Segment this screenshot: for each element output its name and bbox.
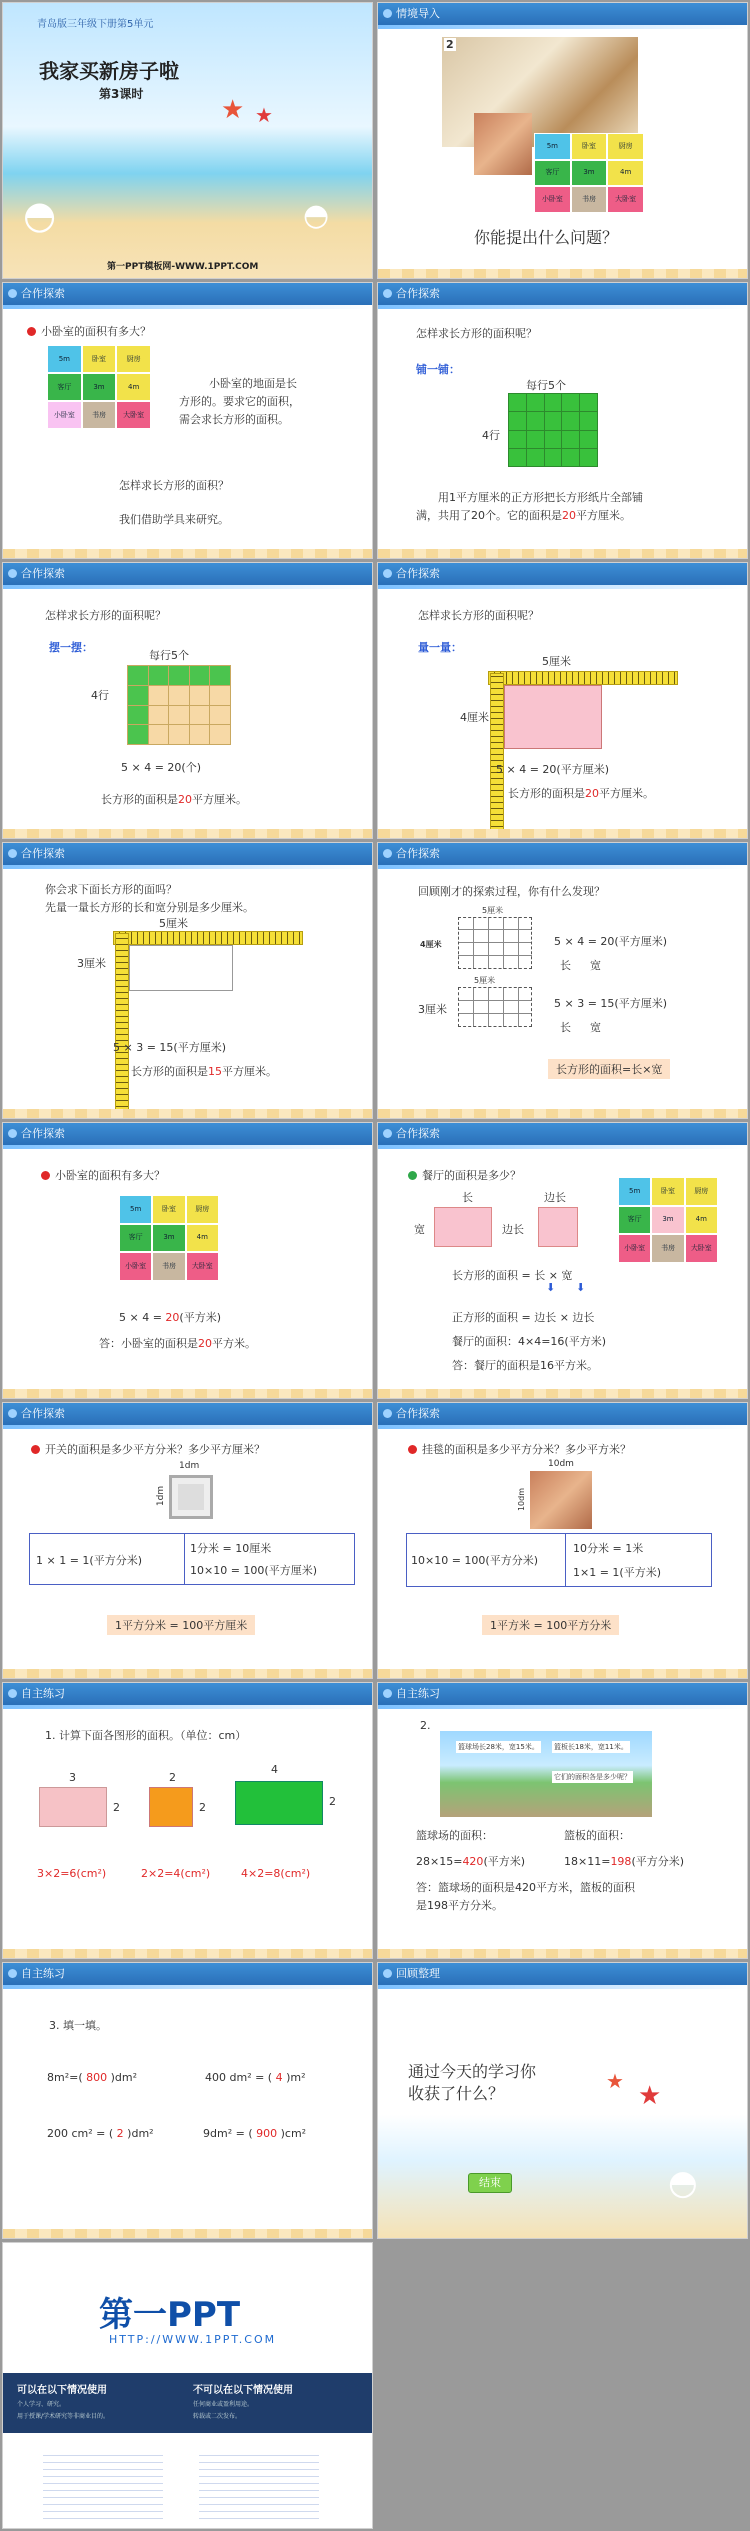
sand-border	[3, 1669, 372, 1678]
switch-image	[169, 1475, 213, 1519]
fill-4	[203, 2127, 306, 2140]
answer-value: 20	[585, 787, 599, 800]
fill-text: 8m²=(	[47, 2071, 83, 2084]
method-label: 量一量：	[418, 641, 462, 654]
answer-unit: 平方厘米。	[192, 793, 247, 806]
note-line-1: 用1平方厘米的正方形把长方形纸片全部铺	[438, 491, 643, 504]
shell-icon: ◓	[668, 2163, 698, 2203]
fill-unit: )dm²	[127, 2127, 154, 2140]
plan-cell: 大卧室	[186, 1252, 219, 1281]
tile-grid	[508, 393, 598, 467]
height-label: 1dm	[156, 1485, 167, 1507]
calc-table	[29, 1533, 355, 1585]
shape1-width: 3	[69, 1771, 76, 1784]
question-text: 怎样求长方形的面积呢？	[45, 609, 166, 622]
height-label: 3厘米	[77, 957, 106, 970]
fill-3	[47, 2127, 154, 2140]
answer-line	[508, 785, 654, 801]
how-question: 怎样求长方形的面积？	[119, 479, 229, 492]
plan-cell: 卧室	[651, 1177, 684, 1206]
publisher-label: 青岛版三年级下册第5单元	[37, 19, 154, 30]
note-line-2	[416, 507, 631, 523]
shape1-height: 2	[113, 1801, 120, 1814]
calc-value: 198	[610, 1855, 632, 1868]
height-label: 4厘米	[460, 711, 489, 724]
review-line-1: 通过今天的学习你	[408, 2062, 537, 2081]
plan-cell: 小卧室	[119, 1252, 152, 1281]
slide-title	[2, 2, 373, 279]
question-text: 小卧室的面积有多大？	[41, 325, 151, 338]
plan-cell: 厨房	[607, 133, 644, 160]
calc-right-2: 10×10 = 100(平方厘米)	[190, 1564, 317, 1577]
shape2-square	[149, 1787, 193, 1827]
plan-cell: 卧室	[152, 1195, 185, 1224]
area-formula: 长方形的面积=长×宽	[548, 1059, 670, 1079]
answer-unit: 平方米。	[212, 1337, 256, 1350]
board-calc	[564, 1853, 684, 1869]
slide-header: 合作探索	[378, 843, 747, 865]
answer-line	[101, 791, 247, 807]
sand-border	[378, 1949, 747, 1958]
slide-bedroom-q	[2, 282, 373, 559]
answer-line-2: 是198平方分米。	[416, 1899, 503, 1912]
plan-cell: 厨房	[116, 345, 151, 373]
width-label: 5厘米	[542, 655, 571, 668]
plan-cell: 书房	[651, 1234, 684, 1263]
plan-cell: 大卧室	[607, 186, 644, 213]
fill-answer: 2	[113, 2127, 128, 2140]
question-text: 小卧室的面积有多大？	[55, 1169, 165, 1182]
fill-unit: )m²	[286, 2071, 306, 2084]
fill-text: 400 dm² = (	[205, 2071, 273, 2084]
bullet-icon	[408, 1445, 417, 1454]
plan-cell: 大卧室	[116, 401, 151, 429]
sand-border	[378, 549, 747, 558]
answer-value: 20	[198, 1337, 212, 1350]
lesson-number: 第3课时	[99, 87, 144, 101]
plan-cell: 3m	[82, 373, 117, 401]
slide-header: 合作探索	[3, 563, 372, 585]
court-label: 篮球场的面积：	[416, 1829, 493, 1842]
note-text: 满，共用了20个。它的面积是	[416, 509, 562, 522]
plan-cell: 厨房	[186, 1195, 219, 1224]
table-divider	[184, 1534, 185, 1584]
square-formula: 正方形的面积 = 边长 × 边长	[452, 1311, 595, 1324]
slide-header: 合作探索	[3, 1403, 372, 1425]
down-arrow-icon: ⬇	[576, 1281, 586, 1294]
slide-exercise-1	[2, 1682, 373, 1959]
explain-line-3: 需会求长方形的面积。	[179, 413, 289, 426]
eq-unit: (平方米)	[179, 1311, 222, 1324]
vertical-ruler	[115, 933, 129, 1119]
slide-end	[2, 2242, 373, 2529]
rect-formula: 长方形的面积 = 长 × 宽	[452, 1269, 573, 1282]
can-use-title: 可以在以下情况使用	[17, 2385, 107, 2396]
slide-header: 合作探索	[3, 1123, 372, 1145]
plan-cell: 4m	[607, 160, 644, 187]
measured-rectangle	[504, 685, 602, 749]
question-line-2: 先量一量长方形的长和宽分别是多少厘米。	[45, 901, 254, 914]
answer-line	[99, 1335, 256, 1351]
question-line	[408, 1441, 631, 1457]
width-label-2: 5厘米	[474, 976, 496, 985]
court-calc	[416, 1853, 525, 1869]
starfish-icon: ★	[221, 95, 245, 125]
height-label: 10dm	[517, 1487, 527, 1512]
slide-header: 自主练习	[378, 1683, 747, 1705]
question-text: 怎样求长方形的面积呢？	[418, 609, 539, 622]
explain-line-1: 小卧室的地面是长	[209, 377, 297, 390]
shell-right-icon: ◓	[303, 198, 330, 233]
answer-value: 15	[208, 1065, 222, 1078]
cols-label: 每行5个	[149, 649, 189, 662]
fill-text: 9dm² = (	[203, 2127, 253, 2140]
bullet-icon	[41, 1171, 50, 1180]
photo-tag: 2	[446, 38, 454, 51]
court-illustration	[440, 1731, 652, 1817]
method-label: 铺一铺：	[416, 363, 460, 376]
intro-question: 你能提出什么问题？	[474, 228, 619, 247]
calc-left: 1 × 1 = 1(平方分米)	[36, 1554, 142, 1567]
sand-border	[378, 1109, 747, 1118]
link-list-right	[199, 2449, 319, 2519]
slide-exercise-2	[377, 1682, 748, 1959]
side-label-top: 边长	[544, 1191, 566, 1204]
eq-value: 20	[165, 1311, 180, 1324]
sand-border	[378, 1669, 747, 1678]
area-value: 20	[562, 509, 576, 522]
plan-cell: 5m	[618, 1177, 651, 1206]
calc-unit: (平方分米)	[631, 1855, 685, 1868]
plan-cell: 书房	[82, 401, 117, 429]
exercise-question: 3. 填一填。	[49, 2019, 107, 2032]
answer-value: 20	[178, 793, 192, 806]
rows-label: 4行	[482, 429, 500, 442]
sand-border	[3, 1109, 372, 1118]
plan-cell: 客厅	[47, 373, 82, 401]
floor-plan	[534, 133, 644, 213]
equation-2: 5 × 3 = 15(平方厘米)	[554, 997, 667, 1010]
calc-right-1: 1分米 = 10厘米	[190, 1542, 272, 1555]
review-line-2: 收获了什么？	[408, 2084, 505, 2103]
starfish-big-icon: ★	[638, 2081, 662, 2111]
plan-cell: 厨房	[685, 1177, 718, 1206]
slide-header: 合作探索	[378, 283, 747, 305]
plan-cell: 书房	[152, 1252, 185, 1281]
width-label-1: 5厘米	[482, 906, 504, 915]
dining-calc: 餐厅的面积：4×4=16(平方米)	[452, 1335, 607, 1348]
shape3-height: 2	[329, 1795, 336, 1808]
equation: 5 × 3 = 15(平方厘米)	[113, 1041, 226, 1054]
cols-label: 每行5个	[526, 379, 566, 392]
calc-text: 18×11=	[564, 1855, 611, 1868]
square-shape	[538, 1207, 578, 1247]
sand-border	[3, 2229, 372, 2238]
down-arrow-icon: ⬇	[546, 1281, 556, 1294]
answer-text: 答：小卧室的面积是	[99, 1337, 198, 1350]
plan-cell: 小卧室	[47, 401, 82, 429]
slide-exercise-3	[2, 1962, 373, 2239]
plan-cell: 3m	[571, 160, 608, 187]
plan-cell: 3m	[651, 1206, 684, 1235]
bullet-icon	[408, 1171, 417, 1180]
tapestry-image	[474, 113, 532, 175]
equation-1: 5 × 4 = 20(平方厘米)	[554, 935, 667, 948]
width-word: 宽	[414, 1223, 425, 1236]
equation: 5 × 4 = 20(平方厘米)	[496, 763, 609, 776]
shape2-height: 2	[199, 1801, 206, 1814]
brand-url: HTTP://WWW.1PPT.COM	[109, 2333, 277, 2346]
calc-table	[406, 1533, 712, 1587]
width-label: 5厘米	[159, 917, 188, 930]
plan-cell: 小卧室	[534, 186, 571, 213]
rect-grid-20	[458, 917, 532, 969]
slide-measure	[377, 562, 748, 839]
fill-answer: 800	[82, 2071, 111, 2084]
question-line-1: 你会求下面长方形的面吗？	[45, 883, 177, 896]
fill-text: 200 cm² = (	[47, 2127, 114, 2140]
slide-tapestry	[377, 1402, 748, 1679]
floor-plan	[47, 345, 151, 429]
eq-text: 5 × 4 =	[119, 1311, 166, 1324]
exercise-number: 2.	[420, 1719, 431, 1732]
link-list-left	[43, 2449, 163, 2519]
sand-border	[3, 549, 372, 558]
question-line	[31, 1441, 265, 1457]
length-word: 长	[560, 1021, 571, 1034]
answer-text: 长方形的面积是	[101, 793, 178, 806]
question-text: 怎样求长方形的面积呢？	[416, 327, 537, 340]
sand-border	[3, 1949, 372, 1958]
plan-cell: 客厅	[534, 160, 571, 187]
slide-arrange	[2, 562, 373, 839]
exercise-question: 1. 计算下面各图形的面积。（单位：cm）	[45, 1729, 247, 1742]
calc-right-2: 1×1 = 1(平方米)	[573, 1566, 662, 1579]
slide-header: 自主练习	[3, 1683, 372, 1705]
can-use-2: 用于授课/学术研究等非商业目的。	[17, 2413, 110, 2420]
sand-border	[3, 1389, 372, 1398]
sand-border	[3, 829, 372, 838]
calc-right-1: 10分米 = 1米	[573, 1542, 644, 1555]
slide-tile	[377, 282, 748, 559]
answer-1: 3×2=6(cm²)	[37, 1867, 107, 1880]
shell-icon: ◓	[23, 193, 57, 237]
question-text: 回顾刚才的探索过程，你有什么发现？	[418, 885, 605, 898]
method-label: 摆一摆：	[49, 641, 93, 654]
calc-left: 10×10 = 100(平方分米)	[411, 1554, 538, 1567]
slide-header: 合作探索	[3, 843, 372, 865]
speech-bubble-2: 篮板长18米，宽11米。	[554, 1743, 628, 1751]
horizontal-ruler	[488, 671, 678, 685]
fill-2	[205, 2071, 306, 2084]
slide-switch	[2, 1402, 373, 1679]
rect-grid-15	[458, 987, 532, 1027]
rows-label: 4行	[91, 689, 109, 702]
tapestry-image	[530, 1471, 592, 1529]
answer-line-1: 答：篮球场的面积是420平方米，篮板的面积	[416, 1881, 635, 1894]
plan-cell: 4m	[685, 1206, 718, 1235]
width-label: 10dm	[548, 1459, 574, 1469]
floor-plan	[618, 1177, 718, 1263]
slide-header: 合作探索	[378, 1123, 747, 1145]
slide-header: 合作探索	[378, 563, 747, 585]
answer-3: 4×2=8(cm²)	[241, 1867, 311, 1880]
rectangle-shape	[434, 1207, 492, 1247]
brand-logo: 第一PPT	[99, 2295, 241, 2335]
answer-unit: 平方厘米。	[599, 787, 654, 800]
plan-cell: 4m	[116, 373, 151, 401]
question-line	[27, 323, 151, 339]
calc-unit: (平方米)	[483, 1855, 526, 1868]
plan-cell: 书房	[571, 186, 608, 213]
speech-bubble-3: 它们的面积各是多少呢？	[554, 1773, 631, 1781]
length-word: 长	[560, 959, 571, 972]
slide-dining	[377, 1122, 748, 1399]
site-label: 第一PPT模板网-WWW.1PPT.COM	[107, 262, 259, 272]
plan-cell: 小卧室	[618, 1234, 651, 1263]
end-button[interactable]: 结束	[468, 2173, 512, 2193]
explain-line-2: 方形的。要求它的面积，	[179, 395, 300, 408]
answer-text: 长方形的面积是	[508, 787, 585, 800]
plan-cell: 卧室	[571, 133, 608, 160]
plan-cell: 3m	[152, 1224, 185, 1253]
fill-unit: )dm²	[110, 2071, 138, 2084]
answer-line	[131, 1063, 277, 1079]
slide-measure-2	[2, 842, 373, 1119]
answer-unit: 平方厘米。	[222, 1065, 277, 1078]
width-label: 1dm	[179, 1461, 200, 1471]
board-label: 篮板的面积：	[564, 1829, 630, 1842]
dining-answer: 答：餐厅的面积是16平方米。	[452, 1359, 598, 1372]
plan-cell: 5m	[47, 345, 82, 373]
lesson-title: 我家买新房子啦	[39, 59, 179, 83]
fill-answer: 900	[252, 2127, 281, 2140]
bullet-icon	[31, 1445, 40, 1454]
fill-answer: 4	[272, 2071, 287, 2084]
width-word: 宽	[590, 959, 601, 972]
slide-discovery	[377, 842, 748, 1119]
vertical-ruler	[490, 673, 504, 839]
can-use-1: 个人学习、研究。	[17, 2401, 66, 2408]
unit-relation: 1平方米 = 100平方分米	[482, 1615, 619, 1635]
shape1-rect	[39, 1787, 107, 1827]
usage-panel	[3, 2373, 372, 2433]
arrange-grid	[127, 665, 231, 745]
slide-header: 合作探索	[3, 283, 372, 305]
answer-text: 长方形的面积是	[131, 1065, 208, 1078]
fill-1	[47, 2071, 137, 2084]
plan-cell: 4m	[186, 1224, 219, 1253]
shape3-width: 4	[271, 1763, 278, 1776]
shape2-width: 2	[169, 1771, 176, 1784]
slide-bedroom-answer	[2, 1122, 373, 1399]
slide-intro	[377, 2, 748, 279]
slide-review	[377, 1962, 748, 2239]
side-label-left: 边长	[502, 1223, 524, 1236]
horizontal-ruler	[113, 931, 303, 945]
question-text: 挂毯的面积是多少平方分米？多少平方米？	[422, 1443, 631, 1456]
plan-cell: 卧室	[82, 345, 117, 373]
length-word: 长	[462, 1191, 473, 1204]
sand-border	[378, 1389, 747, 1398]
question-text: 开关的面积是多少平方分米？多少平方厘米？	[45, 1443, 265, 1456]
floor-plan	[119, 1195, 219, 1281]
width-word: 宽	[590, 1021, 601, 1034]
plan-cell: 大卧室	[685, 1234, 718, 1263]
plan-cell: 5m	[119, 1195, 152, 1224]
unit-relation: 1平方分米 = 100平方厘米	[107, 1615, 255, 1635]
slide-header: 自主练习	[3, 1963, 372, 1985]
cannot-use-1: 任何商业或盈利用途。	[193, 2401, 254, 2408]
answer-2: 2×2=4(cm²)	[141, 1867, 211, 1880]
equation: 5 × 4 = 20(个)	[121, 761, 201, 774]
height-label-2: 3厘米	[418, 1003, 447, 1016]
slide-header: 情境导入	[378, 3, 747, 25]
cannot-use-title: 不可以在以下情况使用	[193, 2385, 293, 2396]
question-line	[408, 1167, 521, 1183]
cannot-use-2: 转载或二次发布。	[193, 2413, 242, 2420]
table-divider	[565, 1534, 566, 1586]
fill-unit: )cm²	[280, 2127, 307, 2140]
room-photo	[442, 37, 638, 147]
height-label-1: 4厘米	[420, 940, 442, 949]
equation	[119, 1309, 221, 1325]
slide-header: 回顾整理	[378, 1963, 747, 1985]
question-line	[41, 1167, 165, 1183]
sand-border	[378, 269, 747, 278]
calc-text: 28×15=	[416, 1855, 463, 1868]
speech-bubble-1: 篮球场长28米，宽15米。	[458, 1743, 539, 1751]
question-text: 餐厅的面积是多少？	[422, 1169, 521, 1182]
measured-rectangle	[129, 945, 233, 991]
area-unit: 平方厘米。	[576, 509, 631, 522]
plan-cell: 客厅	[119, 1224, 152, 1253]
calc-value: 420	[462, 1855, 484, 1868]
plan-cell: 客厅	[618, 1206, 651, 1235]
starfish-small-icon: ★	[255, 103, 273, 127]
shape3-rect	[235, 1781, 323, 1825]
sand-border	[378, 829, 747, 838]
bullet-icon	[27, 327, 36, 336]
plan-cell: 5m	[534, 133, 571, 160]
slide-header: 合作探索	[378, 1403, 747, 1425]
study-line: 我们借助学具来研究。	[119, 513, 229, 526]
starfish-icon: ★	[606, 2069, 624, 2093]
